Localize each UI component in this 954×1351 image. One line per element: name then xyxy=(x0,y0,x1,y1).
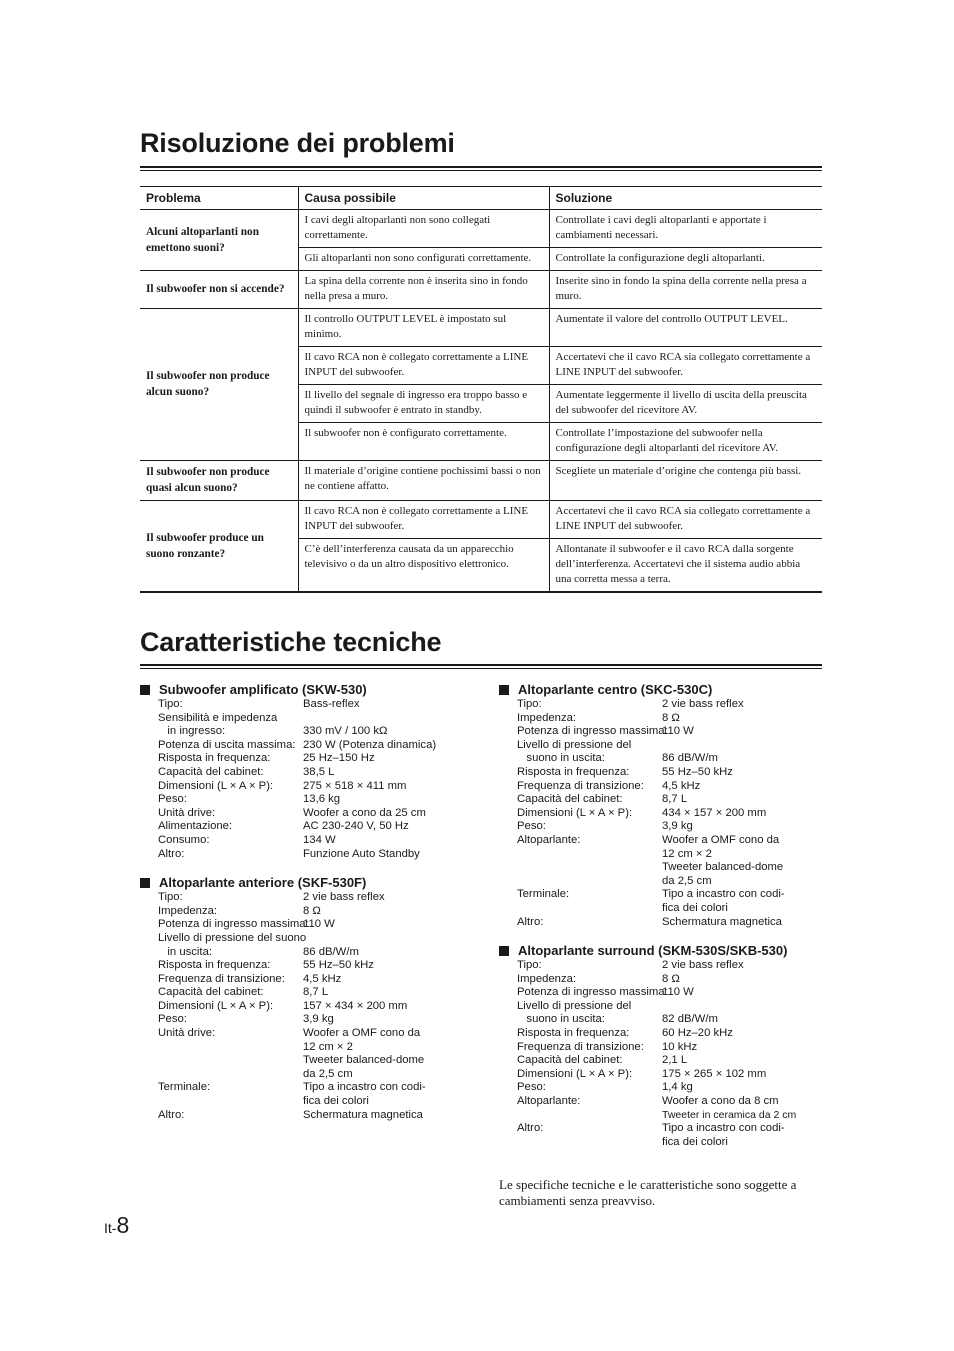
spec-label: Potenza di uscita massima: xyxy=(158,738,296,751)
cause-cell: Il livello del segnale di ingresso era troppo basso e quindi il subwoofer è entrato in standby. xyxy=(298,385,549,423)
spec-label: Terminale: xyxy=(158,1081,211,1094)
spec-label: Sensibilità e impedenza xyxy=(158,711,278,724)
spec-value xyxy=(303,712,470,726)
spec-label: Unità drive: xyxy=(158,806,216,819)
spec-value xyxy=(303,932,470,946)
spec-row xyxy=(140,905,470,919)
problem-cell: Il subwoofer produce un suono ronzante? xyxy=(140,501,298,593)
spec-value: Tweeter in ceramica da 2 cm xyxy=(662,1108,797,1121)
spec-value: Woofer a cono da 25 cm xyxy=(303,806,426,819)
problem-cell: Il subwoofer non produce alcun suono? xyxy=(140,309,298,461)
cause-cell: Il subwoofer non è configurato correttamente. xyxy=(298,423,549,461)
cause-cell: C’è dell’interferenza causata da un apparecchio televisivo o da un altro dispositivo elettronico. xyxy=(298,539,549,593)
spec-label: Tipo: xyxy=(158,891,183,904)
troubleshooting-title: Risoluzione dei problemi xyxy=(140,128,455,158)
spec-heading-text: Altoparlante anteriore (SKF-530F) xyxy=(159,875,367,891)
title-rule xyxy=(140,166,822,168)
spec-label: Altro: xyxy=(517,1122,544,1135)
spec-row xyxy=(140,1081,470,1095)
table-row xyxy=(140,461,822,501)
col-header-cause: Causa possibile xyxy=(298,187,549,210)
spec-row xyxy=(140,1095,470,1109)
troubleshooting-table xyxy=(140,186,822,593)
spec-row xyxy=(140,820,470,834)
spec-value: Woofer a OMF cono da xyxy=(303,1027,421,1040)
spec-value: Schermatura magnetica xyxy=(662,915,782,928)
spec-label: Tipo: xyxy=(517,959,542,972)
spec-value: 82 dB/W/m xyxy=(662,1013,718,1026)
spec-label: Livello di pressione del xyxy=(517,999,632,1012)
page-num: 8 xyxy=(116,1212,130,1238)
spec-label xyxy=(140,1041,303,1055)
spec-label: Impedenza: xyxy=(517,972,577,985)
spec-value: 110 W xyxy=(303,918,335,931)
spec-value: Bass-reflex xyxy=(303,698,360,710)
spec-label xyxy=(499,1136,662,1150)
spec-heading-text: Altoparlante surround (SKM-530S/SKB-530) xyxy=(518,943,788,959)
solution-cell: Accertatevi che il cavo RCA sia collegato correttamente a LINE INPUT del subwoofer. xyxy=(549,501,822,539)
solution-cell: Controllate l’impostazione del subwoofer nella configurazione degli altoparlanti del ricevitore AV. xyxy=(549,423,822,461)
spec-value: 12 cm × 2 xyxy=(303,1040,353,1053)
cause-cell: La spina della corrente non è inserita sino in fondo nella presa a muro. xyxy=(298,271,549,309)
spec-row xyxy=(499,1041,829,1055)
problem-cell: Alcuni altoparlanti non emettono suoni? xyxy=(140,210,298,271)
spec-label xyxy=(140,1068,303,1082)
solution-cell: Controllate la configurazione degli altoparlanti. xyxy=(549,248,822,271)
spec-row xyxy=(140,712,470,726)
specs-right-column xyxy=(499,682,829,1163)
spec-label: Altro: xyxy=(517,915,544,928)
troubleshooting-body xyxy=(140,210,822,593)
spec-value: 25 Hz–150 Hz xyxy=(303,752,375,765)
spec-row xyxy=(140,752,470,766)
spec-label: Risposta in frequenza: xyxy=(517,765,630,778)
spec-row xyxy=(499,1095,829,1109)
specs-left-column xyxy=(140,682,470,1136)
spec-label: Peso: xyxy=(158,793,187,806)
spec-heading-text: Altoparlante centro (SKC-530C) xyxy=(518,682,713,697)
spec-value: fica dei colori xyxy=(303,1095,369,1108)
spec-value: 55 Hz–50 kHz xyxy=(662,765,733,778)
solution-cell: Allontanate il subwoofer e il cavo RCA dalla sorgente dell’interferenza. Accertatevi che il sistema audio abbia una corretta messa a terra. xyxy=(549,539,822,593)
spec-label: Dimensioni (L × A × P): xyxy=(158,779,274,792)
spec-row xyxy=(499,807,829,821)
spec-value: 2 vie bass reflex xyxy=(303,891,385,904)
spec-label xyxy=(140,1054,303,1068)
specs-note: Le specifiche tecniche e le caratteristiche sono soggette a cambiamenti senza preavviso. xyxy=(499,1177,797,1208)
spec-value: 4,5 kHz xyxy=(662,779,701,792)
spec-label: Capacità del cabinet: xyxy=(517,1054,623,1067)
spec-value: 3,9 kg xyxy=(662,820,693,833)
solution-cell: Controllate i cavi degli altoparlanti e apportate i cambiamenti necessari. xyxy=(549,210,822,248)
spec-value: 8 Ω xyxy=(662,711,680,724)
spec-value: da 2,5 cm xyxy=(662,874,712,887)
spec-label: Impedenza: xyxy=(158,904,218,917)
cause-cell: Il controllo OUTPUT LEVEL è impostato sul minimo. xyxy=(298,309,549,347)
spec-row xyxy=(499,861,829,875)
spec-value: 275 × 518 × 411 mm xyxy=(303,779,407,792)
spec-row xyxy=(140,725,470,739)
spec-value: 175 × 265 × 102 mm xyxy=(662,1067,767,1080)
square-bullet-icon xyxy=(499,946,509,956)
spec-label xyxy=(499,848,662,862)
spec-value: 10 kHz xyxy=(662,1040,698,1053)
spec-row xyxy=(140,973,470,987)
spec-row xyxy=(140,834,470,848)
spec-row xyxy=(140,946,470,960)
solution-cell: Scegliete un materiale d’origine che contenga più bassi. xyxy=(549,461,822,501)
spec-label: Potenza di ingresso massima: xyxy=(517,725,668,738)
spec-label: Altro: xyxy=(158,1108,185,1121)
spec-row xyxy=(499,986,829,1000)
spec-row xyxy=(499,780,829,794)
square-bullet-icon xyxy=(499,685,509,695)
spec-heading xyxy=(140,875,470,891)
spec-row xyxy=(499,1054,829,1068)
spec-value: Tweeter balanced-dome xyxy=(662,861,784,874)
spec-label: Dimensioni (L × A × P): xyxy=(158,999,274,1012)
spec-row xyxy=(499,834,829,848)
spec-label: Impedenza: xyxy=(517,711,577,724)
spec-label: Risposta in frequenza: xyxy=(158,959,271,972)
spec-row xyxy=(499,888,829,902)
specs-title-rule-thin xyxy=(140,668,822,669)
spec-row xyxy=(499,793,829,807)
spec-row xyxy=(499,752,829,766)
spec-value xyxy=(662,1000,829,1014)
problem-cell: Il subwoofer non si accende? xyxy=(140,271,298,309)
spec-value: fica dei colori xyxy=(662,901,728,914)
spec-label xyxy=(499,902,662,916)
spec-row xyxy=(140,739,470,753)
spec-label: Peso: xyxy=(158,1013,187,1026)
spec-value: 110 W xyxy=(662,986,694,999)
solution-cell: Aumentate leggermente il livello di uscita della preuscita del subwoofer del ricevitore AV. xyxy=(549,385,822,423)
spec-row xyxy=(140,1068,470,1082)
spec-row xyxy=(499,959,829,973)
spec-row xyxy=(499,1109,829,1123)
spec-row xyxy=(499,739,829,753)
spec-row xyxy=(499,1000,829,1014)
spec-value: Woofer a cono da 8 cm xyxy=(662,1095,779,1108)
spec-row xyxy=(140,780,470,794)
spec-label: Capacità del cabinet: xyxy=(517,793,623,806)
spec-value: Funzione Auto Standby xyxy=(303,847,420,860)
spec-label: Livello di pressione del suono xyxy=(158,931,307,944)
spec-row xyxy=(499,1122,829,1136)
spec-row xyxy=(140,891,470,905)
spec-value: 2,1 L xyxy=(662,1054,688,1067)
problem-cell: Il subwoofer non produce quasi alcun suono? xyxy=(140,461,298,501)
spec-value: Tipo a incastro con codi- xyxy=(303,1081,426,1094)
spec-heading-text: Subwoofer amplificato (SKW-530) xyxy=(159,682,367,697)
spec-label: Frequenza di transizione: xyxy=(517,1040,644,1053)
spec-row xyxy=(140,932,470,946)
spec-row xyxy=(140,793,470,807)
cause-cell: Gli altoparlanti non sono configurati correttamente. xyxy=(298,248,549,271)
spec-row xyxy=(140,918,470,932)
spec-value xyxy=(662,739,829,753)
spec-label: Dimensioni (L × A × P): xyxy=(517,1067,633,1080)
spec-label: Terminale: xyxy=(517,888,570,901)
spec-row xyxy=(140,848,470,862)
cause-cell: Il materiale d’origine contiene pochissimi bassi o non ne contiene affatto. xyxy=(298,461,549,501)
title-rule-thin xyxy=(140,170,822,171)
table-row xyxy=(140,309,822,347)
spec-label xyxy=(140,1095,303,1109)
spec-label: Livello di pressione del xyxy=(517,738,632,751)
spec-label xyxy=(499,861,662,875)
spec-row xyxy=(499,698,829,712)
spec-value: 12 cm × 2 xyxy=(662,847,712,860)
spec-value: 8 Ω xyxy=(662,972,680,985)
cause-cell: Il cavo RCA non è collegato correttamente a LINE INPUT del subwoofer. xyxy=(298,501,549,539)
spec-row xyxy=(499,1013,829,1027)
spec-row xyxy=(140,959,470,973)
spec-row xyxy=(499,916,829,930)
spec-heading xyxy=(499,682,829,698)
spec-value: fica dei colori xyxy=(662,1135,728,1148)
spec-value: Tipo a incastro con codi- xyxy=(662,1122,785,1135)
spec-row xyxy=(140,1027,470,1041)
spec-row xyxy=(499,875,829,889)
spec-value: 8,7 L xyxy=(662,793,688,806)
spec-value: Schermatura magnetica xyxy=(303,1108,423,1121)
spec-row xyxy=(499,725,829,739)
spec-label: Frequenza di transizione: xyxy=(158,972,285,985)
spec-value: da 2,5 cm xyxy=(303,1067,353,1080)
spec-value: AC 230-240 V, 50 Hz xyxy=(303,820,409,833)
spec-label: Risposta in frequenza: xyxy=(158,752,271,765)
spec-block xyxy=(140,875,470,1122)
spec-row xyxy=(499,1136,829,1150)
spec-label: Altro: xyxy=(158,847,185,860)
spec-value: 8 Ω xyxy=(303,904,321,917)
spec-value: Tweeter balanced-dome xyxy=(303,1054,425,1067)
spec-value: 157 × 434 × 200 mm xyxy=(303,999,408,1012)
spec-value: 60 Hz–20 kHz xyxy=(662,1027,733,1040)
cause-cell: I cavi degli altoparlanti non sono collegati correttamente. xyxy=(298,210,549,248)
spec-value: 1,4 kg xyxy=(662,1081,693,1094)
spec-heading xyxy=(140,682,470,698)
table-row xyxy=(140,501,822,539)
col-header-problem: Problema xyxy=(140,187,298,210)
table-row xyxy=(140,271,822,309)
spec-block xyxy=(140,682,470,861)
spec-row xyxy=(499,902,829,916)
spec-row xyxy=(140,698,470,712)
specs-title-rule xyxy=(140,664,822,666)
spec-label: Frequenza di transizione: xyxy=(517,779,644,792)
spec-row xyxy=(140,1000,470,1014)
spec-row xyxy=(140,1041,470,1055)
spec-value: 110 W xyxy=(662,725,694,738)
solution-cell: Aumentate il valore del controllo OUTPUT LEVEL. xyxy=(549,309,822,347)
spec-row xyxy=(140,986,470,1000)
spec-label: suono in uscita: xyxy=(517,1013,605,1026)
spec-label: Altoparlante: xyxy=(517,833,581,846)
spec-row xyxy=(140,1054,470,1068)
spec-label: Peso: xyxy=(517,1081,546,1094)
spec-label: Consumo: xyxy=(158,833,210,846)
spec-value: Tipo a incastro con codi- xyxy=(662,888,785,901)
spec-row xyxy=(499,1081,829,1095)
spec-value: 86 dB/W/m xyxy=(303,945,359,958)
page-number xyxy=(104,1212,129,1239)
spec-label: Dimensioni (L × A × P): xyxy=(517,806,633,819)
spec-value: 86 dB/W/m xyxy=(662,752,718,765)
col-header-solution: Soluzione xyxy=(549,187,822,210)
spec-value: 2 vie bass reflex xyxy=(662,698,744,710)
solution-cell: Inserite sino in fondo la spina della corrente nella presa a muro. xyxy=(549,271,822,309)
spec-row xyxy=(499,712,829,726)
spec-label xyxy=(499,1109,662,1123)
spec-label: Potenza di ingresso massima: xyxy=(517,986,668,999)
spec-value: 55 Hz–50 kHz xyxy=(303,959,374,972)
spec-row xyxy=(499,820,829,834)
spec-value: 134 W xyxy=(303,833,336,846)
spec-row xyxy=(499,1068,829,1082)
spec-label: Capacità del cabinet: xyxy=(158,986,264,999)
spec-row xyxy=(140,766,470,780)
spec-label: Capacità del cabinet: xyxy=(158,765,264,778)
table-row xyxy=(140,210,822,248)
spec-value: 4,5 kHz xyxy=(303,972,342,985)
spec-label: suono in uscita: xyxy=(517,752,605,765)
square-bullet-icon xyxy=(140,685,150,695)
spec-label: Tipo: xyxy=(517,698,542,710)
spec-row xyxy=(499,973,829,987)
solution-cell: Accertatevi che il cavo RCA sia collegato correttamente a LINE INPUT del subwoofer. xyxy=(549,347,822,385)
spec-label: in uscita: xyxy=(158,945,212,958)
page-prefix: It- xyxy=(104,1220,117,1236)
spec-row xyxy=(499,1027,829,1041)
spec-label: Tipo: xyxy=(158,698,183,710)
spec-label: Alimentazione: xyxy=(158,820,233,833)
spec-row xyxy=(140,1013,470,1027)
spec-label: Altoparlante: xyxy=(517,1095,581,1108)
spec-label: Peso: xyxy=(517,820,546,833)
cause-cell: Il cavo RCA non è collegato correttamente a LINE INPUT del subwoofer. xyxy=(298,347,549,385)
spec-value: 38,5 L xyxy=(303,765,335,778)
specs-title: Caratteristiche tecniche xyxy=(140,627,442,657)
spec-row xyxy=(499,766,829,780)
spec-value: 2 vie bass reflex xyxy=(662,959,744,972)
spec-label: in ingresso: xyxy=(158,725,226,738)
spec-block xyxy=(499,943,829,1149)
spec-row xyxy=(140,1109,470,1123)
spec-value: 8,7 L xyxy=(303,986,329,999)
spec-label xyxy=(499,875,662,889)
spec-label: Risposta in frequenza: xyxy=(517,1027,630,1040)
spec-value: 330 mV / 100 kΩ xyxy=(303,725,388,738)
spec-value: Woofer a OMF cono da xyxy=(662,833,780,846)
spec-value: 230 W (Potenza dinamica) xyxy=(303,738,437,751)
spec-row xyxy=(140,807,470,821)
spec-value: 434 × 157 × 200 mm xyxy=(662,806,767,819)
spec-label: Potenza di ingresso massima: xyxy=(158,918,309,931)
spec-label: Unità drive: xyxy=(158,1027,216,1040)
spec-block xyxy=(499,682,829,929)
spec-row xyxy=(499,848,829,862)
spec-heading xyxy=(499,943,829,959)
square-bullet-icon xyxy=(140,878,150,888)
spec-value: 13,6 kg xyxy=(303,793,341,806)
spec-value: 3,9 kg xyxy=(303,1013,334,1026)
